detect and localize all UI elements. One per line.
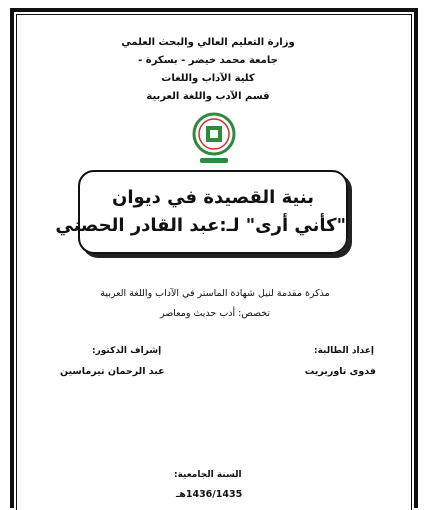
ministry-name: وزارة التعليم العالي والبحث العلمي	[121, 37, 295, 48]
university-name: جامعة محمد خيضر - بسكرة -	[138, 55, 278, 66]
thesis-title-box	[55, 170, 348, 254]
thesis-title-line-1: بنية القصيدة في ديوان	[112, 187, 314, 208]
degree-description: مذكرة مقدمة لنيل شهادة الماستر في الآداب واللغة العربية	[100, 288, 330, 299]
thesis-title-line-2: "كأني أرى" لـ:عبد القادر الحصني	[55, 215, 346, 236]
supervisor-label: إشراف الدكتور:	[92, 346, 162, 356]
faculty-name: كلية الآداب واللغات	[161, 73, 255, 84]
academic-year-value: 1436/1435هـ	[176, 489, 243, 500]
specialty-line: تخصص: أدب حديث ومعاصر	[159, 308, 271, 319]
student-label: إعداد الطالبة:	[314, 346, 374, 356]
university-logo-icon	[186, 110, 242, 170]
institution-header	[88, 34, 328, 106]
supervisor-name: عبد الرحمان تيرماسين	[60, 366, 165, 377]
student-name: فدوى تاوريريت	[304, 366, 376, 377]
department-name: قسم الآدب واللغة العربية	[146, 91, 270, 102]
academic-year-label: السنة الجامعية:	[174, 470, 242, 480]
